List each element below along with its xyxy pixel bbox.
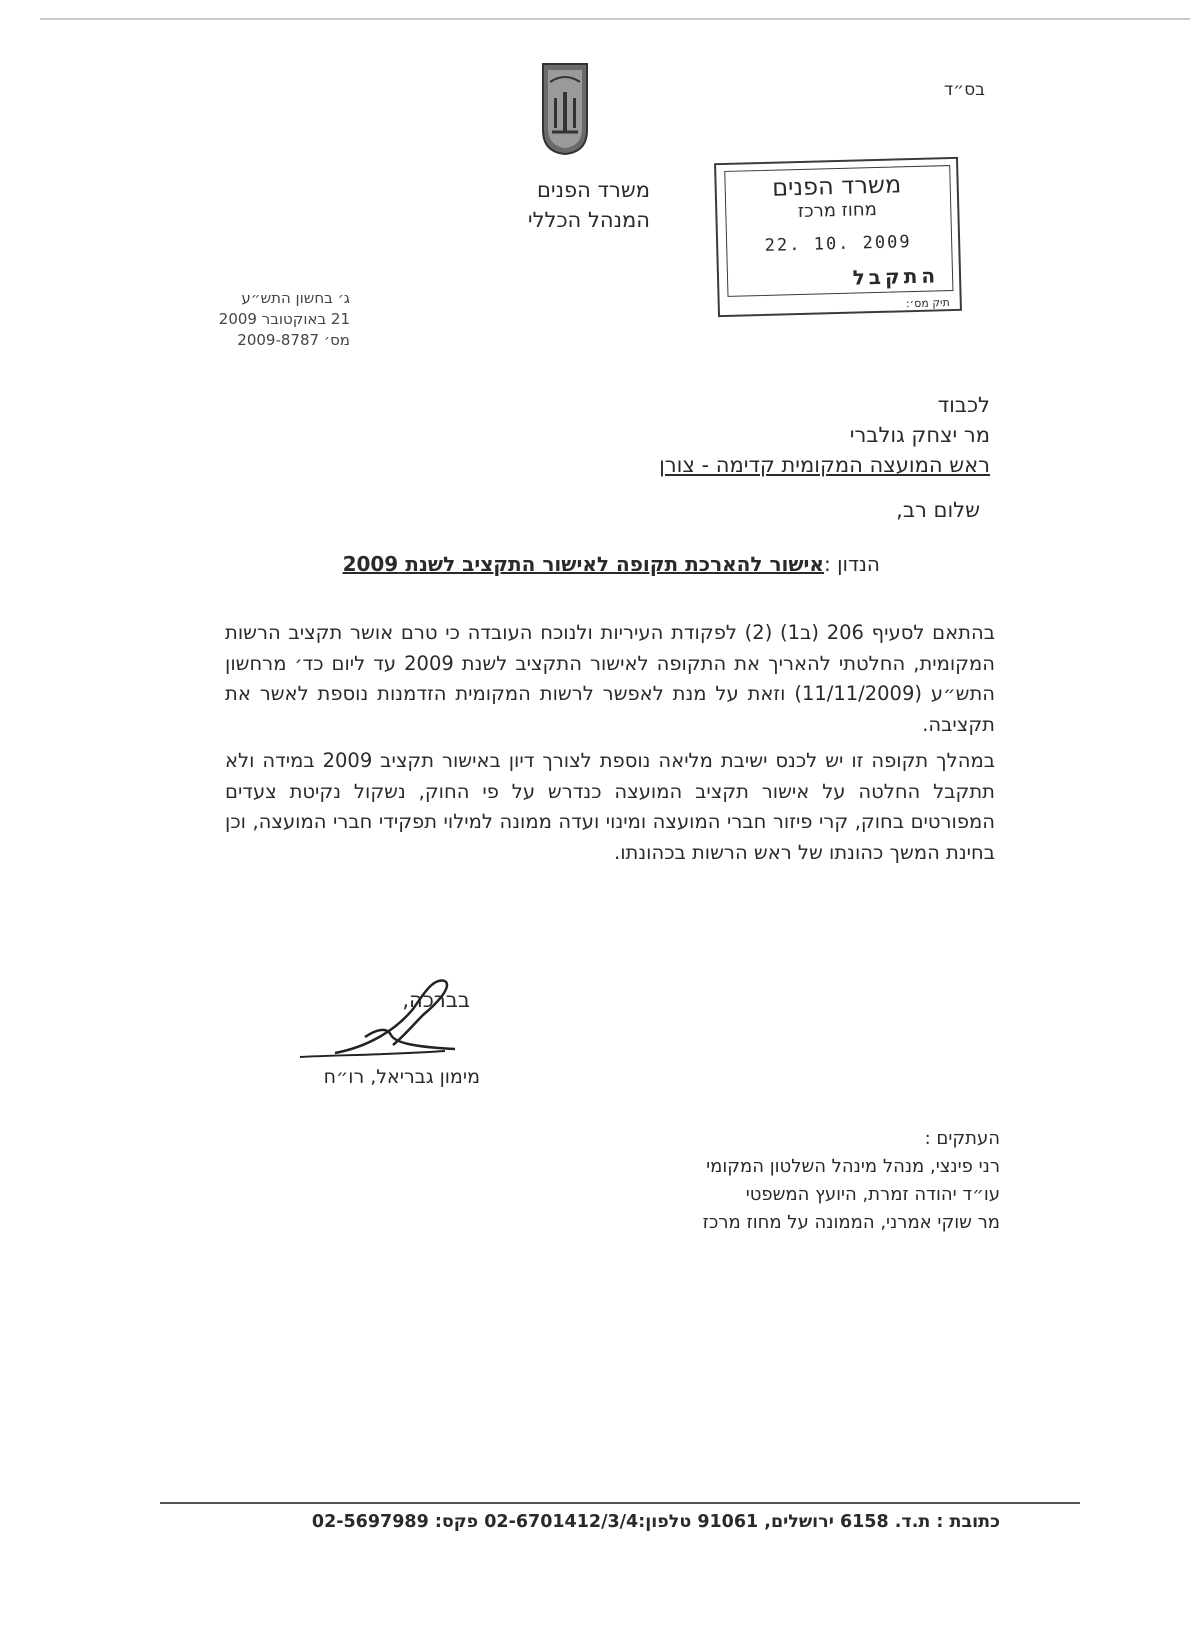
subject-text: אישור להארכת תקופה לאישור התקציב לשנת 2009 <box>342 552 824 576</box>
org-header <box>450 175 650 235</box>
copies-recipient-2: עו״ד יהודה זמרת, היועץ המשפטי <box>745 1184 1000 1205</box>
date-block <box>190 288 350 351</box>
org-department: המנהל הכללי <box>527 208 650 232</box>
footer-divider <box>160 1502 1080 1504</box>
reference-number: מס׳ 2009-8787 <box>237 331 350 349</box>
greeting: שלום רב, <box>896 498 980 522</box>
stamp-file-no: תיק מס׳: <box>905 296 950 311</box>
stamp-date: 22. 10. 2009 <box>764 232 912 256</box>
addressee-name: מר יצחק גולברי <box>849 423 990 447</box>
stamp-ministry: משרד הפנים <box>771 170 902 202</box>
gregorian-date: 21 באוקטובר 2009 <box>218 310 350 328</box>
stamp-received: התקבל <box>852 263 940 290</box>
stamp-district: מחוז מרכז <box>797 198 878 223</box>
addressee-salutation: לכבוד <box>937 393 990 417</box>
footer-contact: כתובת : ת.ד. 6158 ירושלים, 91061 טלפון:02-6701412/3/4 פקס: 02-5697989 <box>311 1512 1000 1532</box>
copies-recipient-3: מר שוקי אמרני, הממונה על מחוז מרכז <box>702 1212 1000 1233</box>
copies-block <box>610 1125 1000 1237</box>
letter-body <box>225 618 995 874</box>
copies-recipient-1: רני פינצי, מנהל מינהל השלטון המקומי <box>706 1156 1000 1177</box>
body-paragraph-1: בהתאם לסעיף 206 (ב1) (2) לפקודת העיריות ולנוכח העובדה כי טרם אושר תקציב הרשות המקומית, החלטתי להאריך את התקופה לאישור התקציב לשנת 2009 עד ליום כד׳ מרחשון התש״ע (11/11/2009) וזאת על מנת לאפשר לרשות המקומית הזדמנות נוספת לאשר את תקציבה. <box>225 621 995 736</box>
subject-line <box>290 552 880 576</box>
addressee-title: ראש המועצה המקומית קדימה - צורן <box>659 453 990 477</box>
org-ministry: משרד הפנים <box>536 178 650 202</box>
signer-name: מימון גבריאל, רו״ח <box>323 1066 480 1088</box>
subject-label: הנדון : <box>824 552 880 576</box>
addressee-block <box>560 390 990 480</box>
bsd-mark: בס״ד <box>943 80 985 100</box>
body-paragraph-2: במהלך תקופה זו יש לכנס ישיבת מליאה נוספת לצורך דיון באישור תקציב 2009 במידה ולא תתקבל החלטה על אישור תקציב המועצה כנדרש על פי החוק, נשקול נקיטת צעדים המפורטים בחוק, קרי פיזור חברי המועצה ומינוי ועדה ממונה למילוי תפקידי חברי המועצה, וכן בחינת המשך כהונתו של ראש הרשות בכהונתו. <box>225 749 995 864</box>
received-stamp <box>714 157 962 317</box>
handwritten-signature <box>295 975 480 1060</box>
hebrew-date: ג׳ בחשון התש״ע <box>241 289 350 307</box>
closing-blessing: בברכה, <box>402 988 470 1012</box>
top-divider <box>40 18 1190 20</box>
state-emblem-icon <box>540 62 590 156</box>
copies-label: העתקים : <box>924 1128 1000 1149</box>
